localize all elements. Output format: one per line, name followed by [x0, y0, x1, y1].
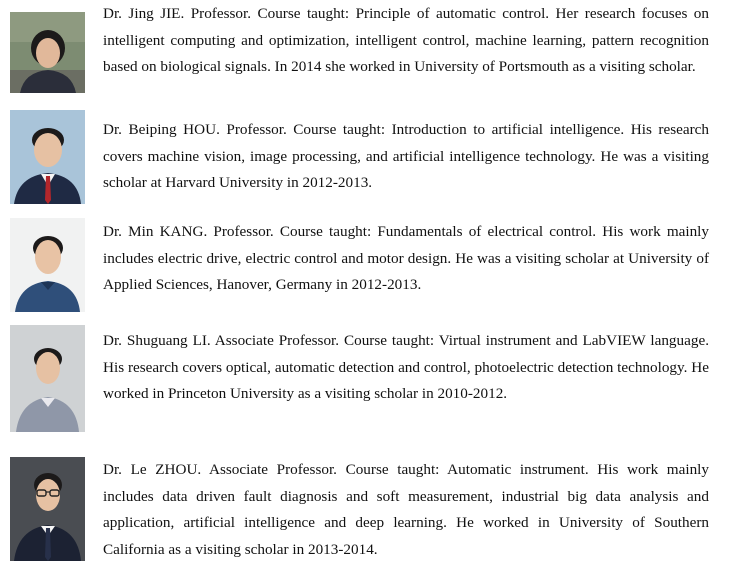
- faculty-photo: [10, 325, 85, 432]
- faculty-photo: [10, 12, 85, 93]
- faculty-bio: Dr. Min KANG. Professor. Course taught: Fundamentals of electrical control. His work mainly includes electric drive, electric control and motor design. He was a visiting scholar at University of Applied Sciences, Hanover, Germany in 2012-2013.: [103, 223, 709, 293]
- faculty-photo: [10, 457, 85, 561]
- faculty-photo: [10, 110, 85, 204]
- faculty-bio: Dr. Beiping HOU. Professor. Course taught: Introduction to artificial intelligence. His research covers machine vision, image processing, and artificial intelligence technology. He was a visiting scholar at Harvard University in 2012-2013.: [103, 121, 709, 191]
- faculty-bio: Dr. Jing JIE. Professor. Course taught: Principle of automatic control. Her research focuses on intelligent computing and optimization, intelligent control, machine learning, pattern recognition based on biological signals. In 2014 she worked in University of Portsmouth as a visiting scholar.: [103, 5, 709, 75]
- faculty-photo: [10, 218, 85, 312]
- faculty-bio: Dr. Shuguang LI. Associate Professor. Course taught: Virtual instrument and LabVIEW language. His research covers optical, automatic detection and control, photoelectric detection technology. He worked in Princeton University as a visiting scholar in 2010-2012.: [103, 332, 709, 402]
- faculty-bio: Dr. Le ZHOU. Associate Professor. Course taught: Automatic instrument. His work mainly includes data driven fault diagnosis and soft measurement, industrial big data analysis and application, artificial intelligence and deep learning. He worked in University of Southern California as a visiting scholar in 2013-2014.: [103, 461, 709, 558]
